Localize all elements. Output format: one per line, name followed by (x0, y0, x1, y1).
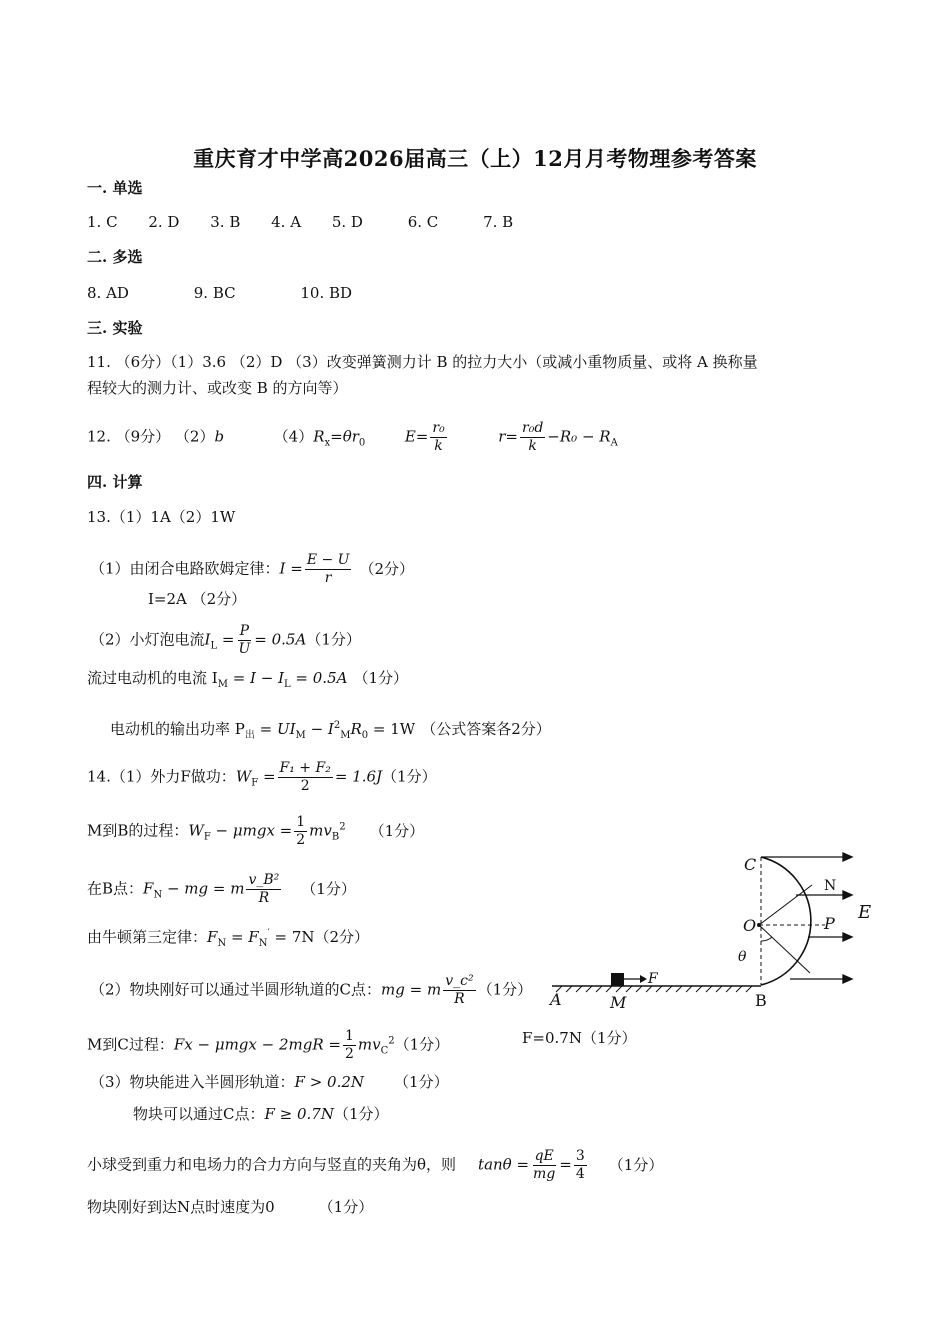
q14-l9-den2: 4 (575, 1166, 585, 1182)
q12-rx-eq: =θr (330, 427, 359, 446)
q14-l3-den: R (258, 890, 270, 906)
physics-diagram (540, 845, 880, 1020)
q12-part4: （4） (273, 427, 314, 446)
q13-l5-sub2: M (295, 730, 306, 741)
q13-l4-sub: M (217, 679, 228, 690)
q14-l1-pts: （1分） (382, 767, 437, 786)
q14-line-2 (87, 814, 424, 849)
q14-l4-text: 由牛顿第三定律： (87, 928, 208, 946)
field-arrow-1 (843, 853, 852, 861)
q13-line-5 (110, 716, 551, 746)
q14-l1-text: 14.（1）外力F做功： (87, 767, 236, 786)
answer-1: 1. C (87, 213, 118, 231)
q13-l1-lhs: I = (279, 559, 303, 578)
q14-line-6-result: F=0.7N（1分） (522, 1029, 637, 1047)
q13-l1-pts: （2分） (359, 559, 415, 578)
q14-l4-mid: = F (226, 928, 259, 946)
q13-l1-num: E − U (306, 552, 350, 568)
q13-line-1 (90, 552, 414, 587)
q14-l1-eq: = (258, 767, 276, 786)
radius-lower (759, 925, 810, 973)
q14-l2-lhs-sub: F (203, 831, 211, 843)
answer-7: 7. B (483, 213, 514, 231)
q13-l5-sub: 出 (244, 730, 255, 741)
q14-l6-tail-sup: 2 (388, 1035, 395, 1047)
q12-E-den: k (434, 438, 443, 454)
q13-l3-den: U (238, 641, 251, 657)
multi-choice-answers (87, 283, 352, 303)
field-arrow-4 (843, 975, 852, 983)
q14-l4-mid-sub: N (258, 938, 268, 949)
q14-l3-pts: （1分） (301, 879, 356, 898)
q14-l5-text: （2）物块刚好可以通过半圆形轨道的C点： (90, 980, 382, 999)
q13-l5-sub4: 0 (361, 730, 369, 741)
q14-l6-num: 1 (344, 1028, 354, 1044)
q12-b: b (214, 427, 225, 446)
q14-l2-frac (294, 814, 307, 849)
q14-l9-text: 小球受到重力和电场力的合力方向与竖直的夹角为θ，则 (87, 1155, 457, 1174)
q14-line-9 (87, 1148, 663, 1183)
q14-l2-lhs: W (188, 821, 204, 840)
q14-l5-lhs: mg = m (381, 980, 442, 999)
q13-l4-tail: = I − I (227, 669, 285, 687)
q14-l6-den: 2 (344, 1046, 354, 1062)
q14-line-8 (133, 1104, 389, 1124)
label-B: B (755, 991, 767, 1010)
q14-l4-tail: = 7N (269, 928, 315, 946)
q13-l5-sub3: M (340, 730, 351, 741)
q14-l6-mid: Fx − μmgx − 2mgR = (173, 1035, 341, 1054)
q12-r-num: r₀d (522, 420, 544, 436)
q14-line-6 (87, 1028, 449, 1063)
q12-lead: 12. （9分） （2） (87, 427, 215, 446)
answer-8: 8. AD (87, 284, 129, 302)
label-M: M (610, 993, 627, 1012)
q13-l1-text: （1）由闭合电路欧姆定律： (90, 559, 280, 578)
q14-l10-text: 物块刚好到达N点时速度为0 (87, 1198, 275, 1216)
q14-l3-mid: − mg = m (162, 879, 245, 898)
q14-l5-pts: （1分） (477, 980, 533, 999)
q14-l9-frac2 (574, 1148, 587, 1183)
label-O: O (743, 916, 757, 935)
q13-l5-tail: = UI (254, 720, 296, 738)
q12-rx-eq-sub: 0 (358, 437, 366, 449)
q14-l9-frac1 (531, 1148, 557, 1183)
q14-l9-eq: = (559, 1155, 572, 1174)
force-arrow (640, 975, 647, 983)
q14-l3-frac (246, 872, 281, 907)
q14-l2-den: 2 (296, 832, 306, 848)
q13-l3-tail: = 0.5A (254, 630, 307, 649)
q13-l5-sup3: 2 (333, 720, 341, 731)
q14-l7-pts: （1分） (394, 1073, 449, 1091)
q14-l4-lhs: F (207, 928, 218, 946)
answer-10: 10. BD (300, 284, 353, 302)
label-P: P (824, 914, 835, 933)
field-arrow-2 (843, 891, 852, 899)
q14-l7-eq: F > 0.2N (294, 1073, 365, 1091)
q14-l9-lhs: tanθ = (478, 1155, 530, 1174)
q14-l2-num: 1 (296, 814, 306, 830)
q13-l1-frac (305, 552, 352, 587)
section-heading-calculation: 四. 计算 (87, 473, 143, 491)
answer-2: 2. D (148, 213, 180, 231)
q13-l3-eq: = (217, 630, 235, 649)
q14-l6-pts: （1分） (394, 1035, 450, 1054)
q13-line-2: I=2A （2分） (148, 590, 247, 608)
q12-line (87, 420, 618, 455)
q14-l6-text: M到C过程： (87, 1035, 174, 1054)
q14-line-5 (90, 973, 532, 1008)
q14-l3-lhs-sub: N (153, 889, 163, 901)
q14-l8-pts: （1分） (333, 1105, 389, 1123)
q13-l3-pts: （1分） (306, 630, 361, 649)
q14-line-4 (87, 924, 369, 954)
q12-r-den: k (528, 438, 537, 454)
q14-l6-tail: mv (357, 1035, 381, 1054)
q13-l3-lhs-sub: L (210, 640, 218, 652)
q12-r-tail-sub: A (610, 437, 618, 449)
q13-head: 13.（1）1A（2）1W (87, 508, 236, 526)
q14-line-3 (87, 872, 356, 907)
q14-l4-pts: （2分） (314, 928, 370, 946)
point-O (757, 923, 761, 927)
section-heading-multi-choice: 二. 多选 (87, 248, 143, 266)
q14-l2-text: M到B的过程： (87, 821, 189, 840)
q13-l5-text: 电动机的输出功率 P (110, 720, 245, 738)
label-E: E (858, 902, 872, 923)
q14-l1-den: 2 (300, 778, 310, 794)
q13-l1-den: r (324, 570, 332, 586)
q14-l2-tail-sub: B (331, 831, 340, 843)
q13-l3-text: （2）小灯泡电流 (90, 630, 205, 649)
q14-l1-lhs: W (235, 767, 252, 786)
q14-l5-den: R (454, 991, 465, 1007)
q12-E-num: r₀ (432, 420, 445, 436)
q14-l2-tail: mv (309, 821, 332, 840)
q13-l3-lhs: I (204, 630, 211, 649)
q14-line-10 (87, 1197, 373, 1217)
q14-l5-num: v_c² (445, 973, 474, 989)
q14-l4-lhs-sub: N (217, 938, 227, 949)
label-N: N (824, 878, 837, 894)
q13-l4-text: 流过电动机的电流 I (87, 669, 218, 687)
q12-E-frac (430, 420, 446, 455)
q13-l4-tail2: = 0.5A (290, 669, 348, 687)
q14-l3-text: 在B点： (87, 879, 144, 898)
q13-line-4 (87, 668, 408, 695)
section-heading-single-choice: 一. 单选 (87, 179, 143, 197)
q12-E: E= (404, 427, 429, 446)
block (611, 973, 624, 986)
field-arrow-3 (843, 933, 852, 941)
label-C: C (744, 855, 757, 874)
q12-rx-sub: x (324, 437, 331, 449)
q12-r-tail: −R₀ − R (547, 427, 611, 446)
q14-l1-frac (278, 760, 333, 795)
q13-l4-sub2: L (284, 679, 291, 690)
section-heading-experiment: 三. 实验 (87, 319, 143, 337)
radius-to-N (759, 885, 812, 925)
q14-l3-lhs: F (143, 879, 154, 898)
q14-l8-text: 物块可以通过C点： (133, 1105, 265, 1123)
q14-l1-lhs-sub: F (251, 777, 259, 789)
q14-l2-mid: − μmgx = (210, 821, 293, 840)
q14-l9-den1: mg (533, 1166, 556, 1182)
label-theta: θ (738, 949, 747, 965)
q14-l6-frac (343, 1028, 356, 1063)
q14-l9-num2: 3 (575, 1148, 585, 1164)
q12-r-frac (520, 420, 545, 455)
answer-3: 3. B (210, 213, 241, 231)
q13-line-3 (90, 623, 361, 658)
q13-l5-tail4: = 1W (368, 720, 416, 738)
label-F: F (648, 971, 658, 987)
q12-rx: R (313, 427, 325, 446)
answer-9: 9. BC (193, 284, 236, 302)
q14-l5-frac (443, 973, 475, 1008)
q14-l2-pts: （1分） (369, 821, 425, 840)
q14-l4-mid-sup: ′ (267, 928, 270, 939)
q13-l3-frac (236, 623, 252, 658)
theta-arc (761, 937, 772, 941)
q13-l3-num: P (239, 623, 250, 639)
q13-l4-pts: （1分） (353, 669, 408, 687)
q14-l2-tail-sup: 2 (339, 821, 346, 833)
single-choice-answers (87, 212, 513, 232)
q14-l7-text: （3）物块能进入半圆形轨道： (90, 1073, 295, 1091)
semicircle-track (761, 857, 811, 985)
q13-l5-tail3: R (350, 720, 362, 738)
q14-l3-num: v_B² (248, 872, 280, 888)
answer-4: 4. A (271, 213, 302, 231)
answer-6: 6. C (407, 213, 439, 231)
page-title: 重庆育才中学高2026届高三（上）12月月考物理参考答案 (193, 146, 757, 171)
q14-l1-tail: = 1.6J (334, 767, 383, 786)
q14-l10-pts: （1分） (318, 1198, 374, 1216)
q14-l8-eq: F ≥ 0.7N (264, 1105, 334, 1123)
q14-line-7 (90, 1072, 449, 1092)
label-A: A (550, 990, 562, 1009)
q12-r: r= (498, 427, 519, 446)
q11-line-2: 程较大的测力计、或改变 B 的方向等） (87, 379, 348, 397)
q13-l5-pts: （公式答案各2分） (421, 720, 551, 738)
q14-l9-num1: qE (534, 1148, 554, 1164)
q14-l1-num: F₁ + F₂ (279, 760, 331, 776)
q14-l9-pts: （1分） (608, 1155, 664, 1174)
q11-line-1: 11. （6分）（1）3.6 （2）D （3）改变弹簧测力计 B 的拉力大小（或减小重物质量、或将 A 换称量 (87, 353, 758, 371)
q14-line-1 (87, 760, 437, 795)
q13-l5-tail2: − I (305, 720, 334, 738)
answer-5: 5. D (331, 213, 363, 231)
q14-l6-tail-sub: C (380, 1045, 389, 1057)
